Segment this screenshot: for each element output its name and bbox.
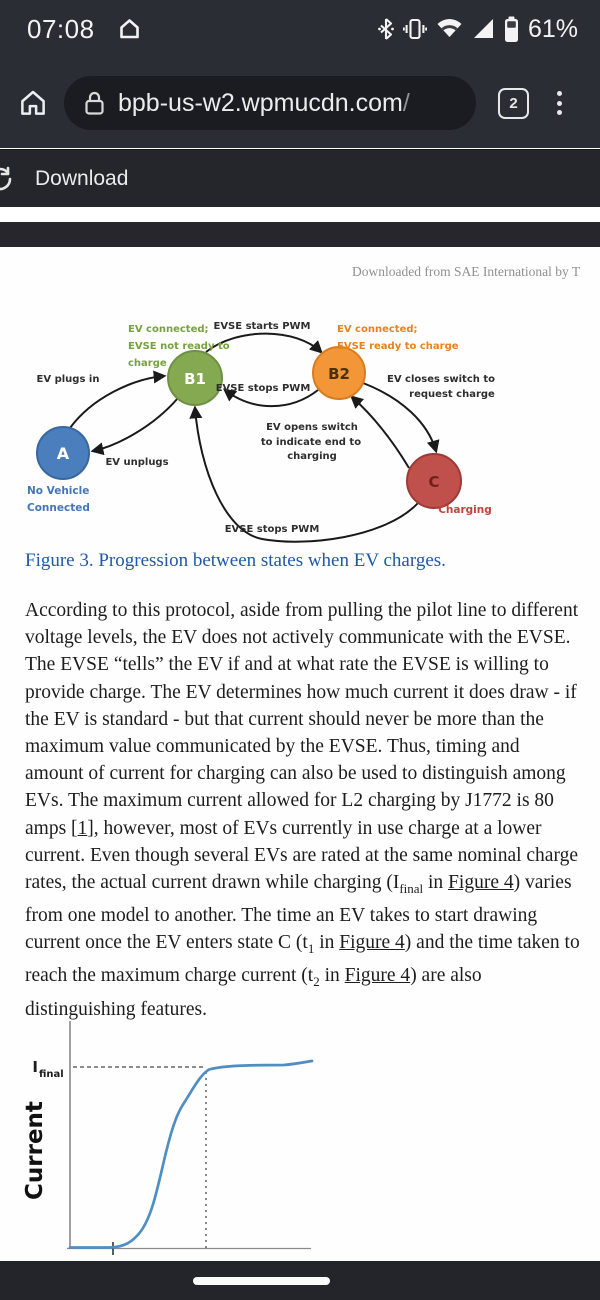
ifinal-sub-label: final [39,1069,64,1080]
label-ev-closes-line2: request charge [409,389,495,400]
paragraph-text: ) are also distinguishing features. [25,965,482,1020]
pdf-viewer-band [0,222,600,247]
arrow-b1-to-a [93,398,178,451]
tab-count: 2 [509,94,518,112]
b1-caption-line3: charge [128,358,167,369]
b2-caption-line1: EV connected; [337,324,418,335]
subscript: 1 [307,941,315,957]
y-axis-label: Current [22,1101,48,1200]
home-notification-icon [117,17,142,41]
clock: 07:08 [27,13,95,44]
label-ev-opens-line3: charging [287,451,337,462]
figure3-state-diagram [0,295,600,550]
label-ev-closes-line1: EV closes switch to [386,374,496,385]
vibrate-icon [403,17,427,41]
label-ev-unplugs: EV unplugs [105,457,169,468]
label-evse-stops-pwm-bottom: EVSE stops PWM [224,524,320,535]
paragraph-text: ], however, most of EVs currently in use charge at a lower current. Even though several EVs are rated at the same nominal charge rates, the actual current drawn while charging (I [25,817,578,894]
battery-icon [504,16,519,42]
paragraph-text: in [423,872,449,894]
gesture-nav-bar [0,1261,600,1300]
b1-caption-line2: EVSE not ready to [128,341,230,352]
home-button[interactable] [18,88,48,118]
lock-icon [84,90,105,116]
paragraph-text: in [319,965,345,987]
b2-caption-line2: EVSE ready to charge [337,341,459,352]
body-paragraph [25,597,582,1023]
figure-reference-link[interactable]: 1 [77,817,88,839]
c-caption: Charging [438,504,492,516]
label-ev-opens-line2: to indicate end to [260,437,362,448]
subscript: 2 [313,974,320,990]
figure-reference-link[interactable]: Figure 4 [339,932,405,954]
paragraph-text: ) varies from one model to another. The time an EV takes to start drawing current once the EV enters state C (t [25,872,572,954]
subscript: final [399,880,424,896]
download-label: Download [35,167,129,190]
paragraph-text: ) and the time taken to reach the maximum charge current (t [25,932,580,987]
figure-reference-link[interactable]: Figure 4 [448,872,514,894]
battery-percent: 61% [527,14,578,43]
state-b2-label: B2 [328,365,350,383]
wifi-icon [436,17,463,41]
ifinal-label: I [32,1058,38,1076]
browser-toolbar [0,58,600,148]
pdf-page [0,247,600,1261]
url-bar[interactable] [64,76,476,130]
state-a-label: A [56,444,70,463]
paragraph-text: According to this protocol, aside from pulling the pilot line to different voltage levels, the EV does not actively communicate with the EVSE. The EVSE “tells” the EV if and at what rate the EVSE is willing to provide charge. The EV determines how much current it does draw - if the EV is standard - but that current should never be more than the maximum value communicated by the EVSE. Thus, timing and amount of current for charging can also be used to distinguish among EVs. The maximum current allowed for L2 charging by J1772 is 80 amps [ [25,600,579,839]
state-c-label: C [428,473,440,491]
b1-caption-line1: EV connected; [128,324,209,335]
menu-button[interactable] [553,87,566,119]
label-ev-plugs-in: EV plugs in [36,374,100,385]
figure-reference-link[interactable]: Figure 4 [344,965,411,987]
url-text: bpb-us-w2.wpmucdn.com/ [118,88,410,117]
status-icons [378,15,578,44]
cell-signal-icon [472,17,495,41]
current-curve [70,1061,312,1248]
arrow-c-to-b2 [352,397,409,468]
download-bar[interactable] [0,149,600,208]
a-caption-line1: No Vehicle [27,485,90,497]
label-ev-opens-line1: EV opens switch [266,422,358,433]
state-b1-label: B1 [184,370,206,388]
download-attribution: Downloaded from SAE International by T [352,264,581,279]
figure3-caption: Figure 3. Progression between states when EV charges. [25,550,446,571]
label-evse-stops-pwm: EVSE stops PWM [215,383,311,394]
status-bar [0,0,600,58]
refresh-download-icon [0,165,14,198]
label-evse-starts-pwm: EVSE starts PWM [213,321,311,332]
paragraph-text: in [314,932,340,954]
bluetooth-icon [378,17,394,41]
gesture-pill[interactable] [193,1277,330,1285]
tab-switcher-button[interactable] [498,88,529,119]
figure4-chart [0,1015,600,1261]
a-caption-line2: Connected [27,502,90,514]
page-gap [0,207,600,222]
